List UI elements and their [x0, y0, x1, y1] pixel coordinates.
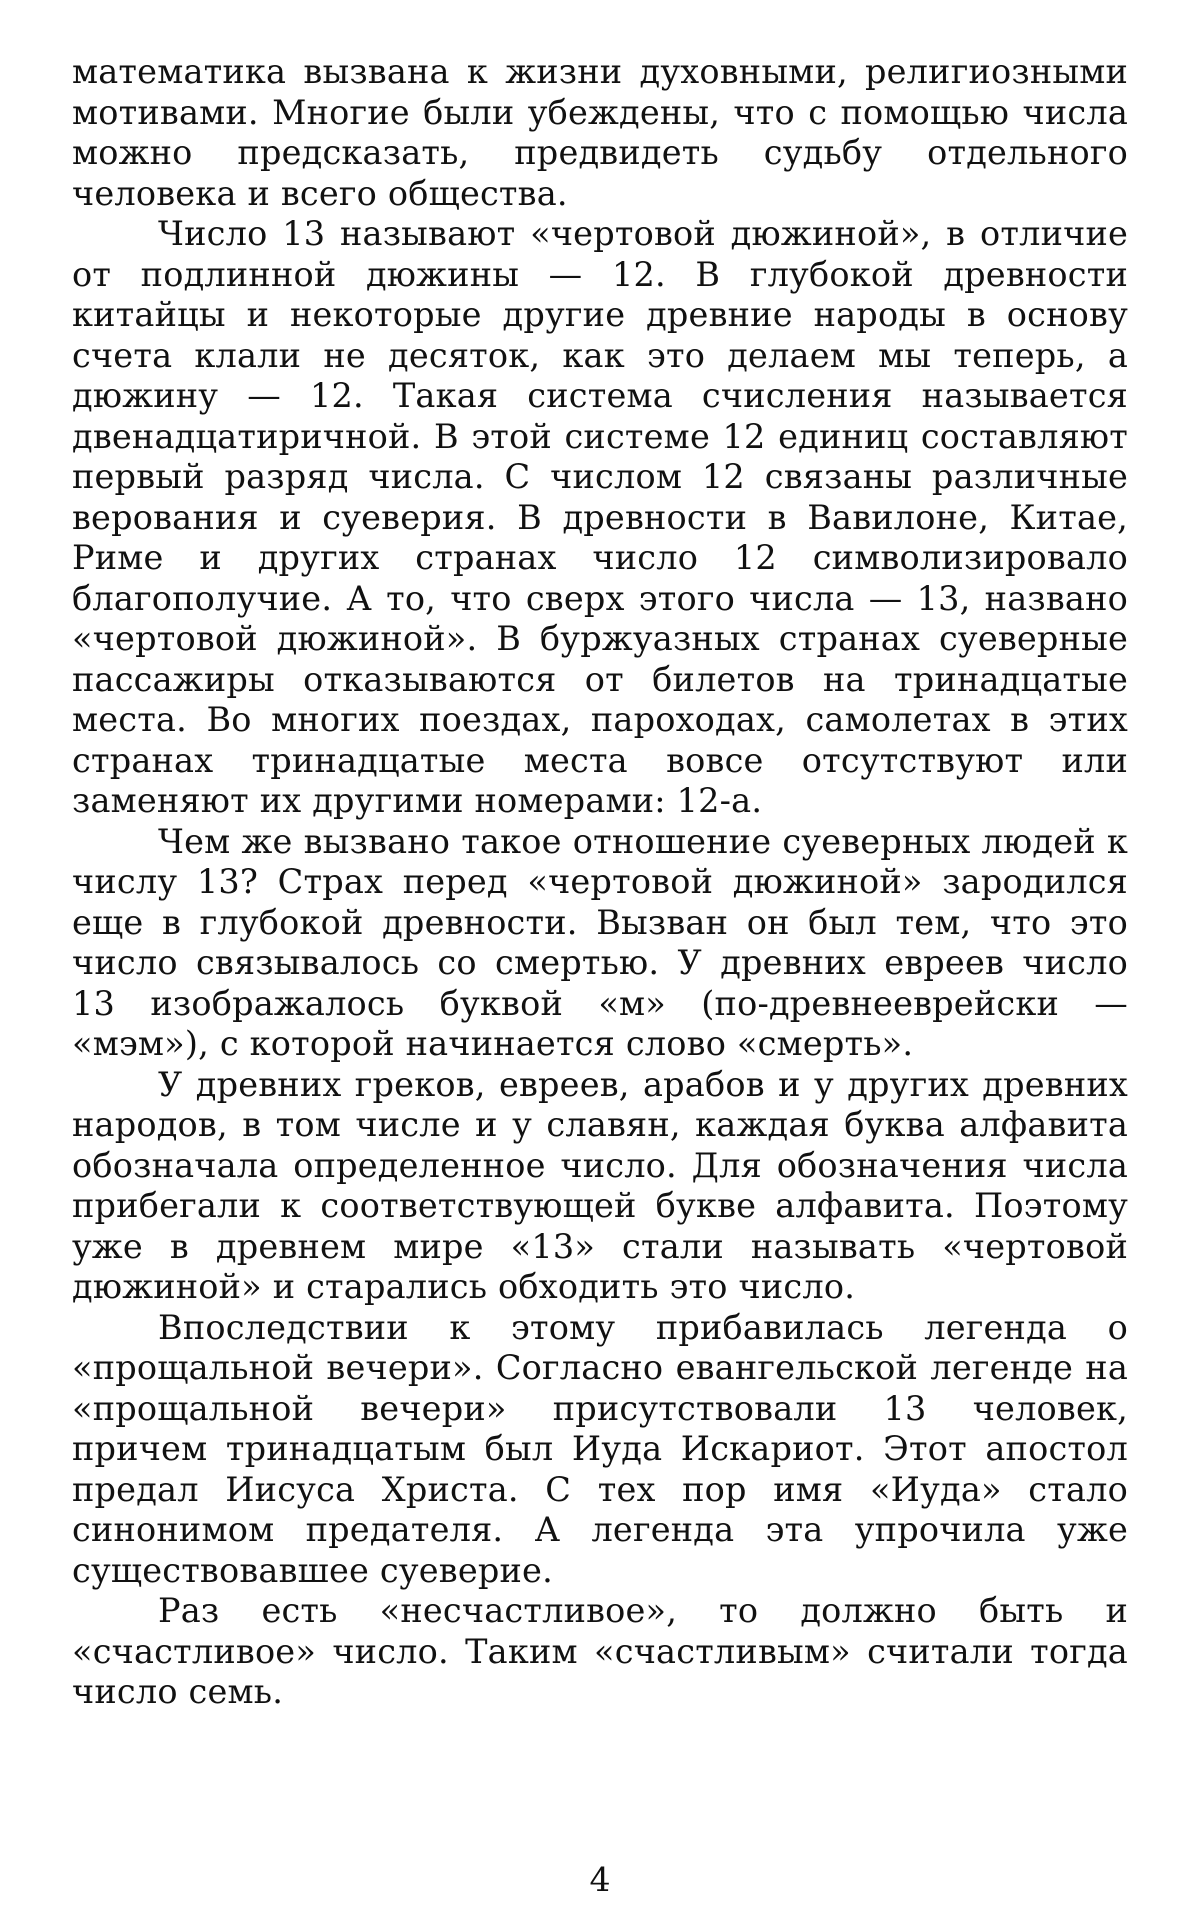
document-page [72, 52, 1128, 1899]
paragraph-1: математика вызвана к жизни духовными, религиозными мотивами. Многие были убеждены, что с помощью числа можно предсказать, предвидеть судьбу отдельного человека и всего общества. [72, 52, 1128, 213]
paragraph-3: Чем же вызвано такое отношение суеверных людей к числу 13? Страх перед «чертовой дюжиной» зародился еще в глубокой древности. Вызван он был тем, что это число связывалось со смертью. У древних евреев число 13 изображалось буквой «м» (по-древнееврейски — «мэм»), с которой начинается слово «смерть». [72, 821, 1128, 1063]
paragraph-4: У древних греков, евреев, арабов и у других древних народов, в том числе и у славян, каждая буква алфавита обозначала определенное число. Для обозначения числа прибегали к соответствующей букве алфавита. Поэтому уже в древнем мире «13» стали называть «чертовой дюжиной» и старались обходить это число. [72, 1064, 1128, 1306]
paragraph-2: Число 13 называют «чертовой дюжиной», в отличие от подлинной дюжины — 12. В глубокой древности китайцы и некоторые другие древние народы в основу счета клали не десяток, как это делаем мы теперь, а дюжину — 12. Такая система счисления называется двенадцатиричной. В этой системе 12 единиц составляют первый разряд числа. С числом 12 связаны различные верования и суеверия. В древности в Вавилоне, Китае, Риме и других странах число 12 символизировало благополучие. А то, что сверх этого числа — 13, названо «чертовой дюжиной». В буржуазных странах суеверные пассажиры отказываются от билетов на тринадцатые места. Во многих поездах, пароходах, самолетах в этих странах тринадцатые места вовсе отсутствуют или заменяют их другими номерами: 12-а. [72, 214, 1128, 820]
body-text [72, 52, 1128, 1713]
paragraph-5: Впоследствии к этому прибавилась легенда о «прощальной вечери». Согласно евангельской легенде на «прощальной вечери» присутствовали 13 человек, причем тринадцатым был Иуда Искариот. Этот апостол предал Иисуса Христа. С тех пор имя «Иуда» стало синонимом предателя. А легенда эта упрочила уже существовавшее суеверие. [72, 1307, 1128, 1590]
page-number: 4 [589, 1860, 611, 1899]
paragraph-6: Раз есть «несчастливое», то должно быть и «счастливое» число. Таким «счастливым» считали тогда число семь. [72, 1591, 1128, 1711]
